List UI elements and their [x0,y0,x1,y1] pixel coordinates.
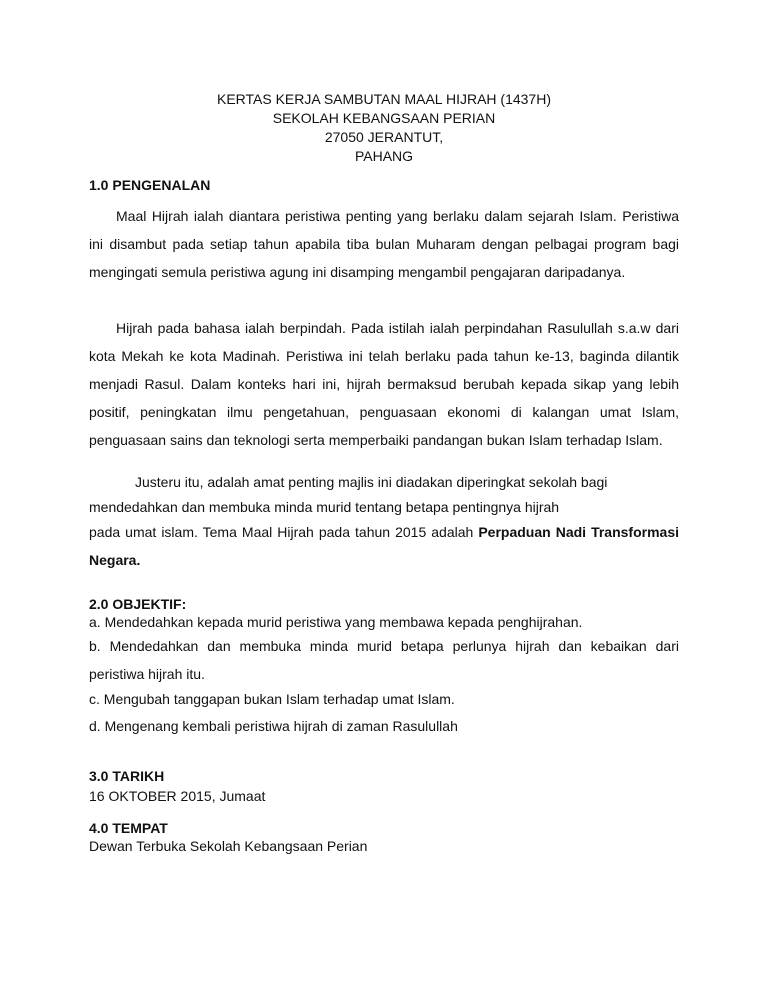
tempat-value: Dewan Terbuka Sekolah Kebangsaan Perian [89,838,368,854]
title-line-1: KERTAS KERJA SAMBUTAN MAAL HIJRAH (1437H) [216,91,551,107]
objective-a: a. Mendedahkan kepada murid peristiwa yang membawa kepada penghijrahan. [89,614,583,630]
document-title [0,90,768,166]
tarikh-value: 16 OKTOBER 2015, Jumaat [89,788,266,804]
paragraph-pengenalan-3-line-1 [89,472,679,492]
section-heading-tarikh: 3.0 TARIKH [89,768,165,784]
paragraph-pengenalan-3-line-2: mendedahkan dan membuka minda murid tentang betapa pentingnya hijrah [89,499,560,515]
paragraph-text: Maal Hijrah ialah diantara peristiwa penting yang berlaku dalam sejarah Islam. Peristiwa ini disambut pada setiap tahun apabila tiba bulan Muharam dengan pelbagai program bagi mengingati semula peristiwa agung ini disamping mengambil pengajaran daripadanya. [89,208,679,280]
section-heading-tempat: 4.0 TEMPAT [89,820,168,836]
objective-b: b. Mendedahkan dan membuka minda murid betapa perlunya hijrah dan kebaikan dari peristiwa hijrah itu. [89,638,679,682]
section-heading-pengenalan: 1.0 PENGENALAN [89,177,211,193]
title-line-3: 27050 JERANTUT, [324,129,444,145]
objective-c: c. Mengubah tanggapan bukan Islam terhadap umat Islam. [89,691,455,707]
paragraph-text: Hijrah pada bahasa ialah berpindah. Pada istilah ialah perpindahan Rasulullah s.a.w dari kota Mekah ke kota Madinah. Peristiwa ini telah berlaku pada tahun ke-13, baginda dilantik menjadi Rasul. Dalam konteks hari ini, hijrah bermaksud berubah kepada sikap yang lebih positif, peningkatan ilmu pengetahuan, penguasaan ekonomi di kalangan umat Islam, penguasaan sains dan teknologi serta memperbaiki pandangan bukan Islam terhadap Islam. [89,320,679,448]
paragraph-pengenalan-2 [89,314,679,454]
title-line-4: PAHANG [354,148,414,164]
title-line-2: SEKOLAH KEBANGSAAN PERIAN [272,110,496,126]
paragraph-text: Justeru itu, adalah amat penting majlis ini diadakan diperingkat sekolah bagi [135,474,608,490]
objective-d: d. Mengenang kembali peristiwa hijrah di zaman Rasulullah [89,718,458,734]
section-heading-objektif: 2.0 OBJEKTIF: [89,596,187,612]
theme-text: Perpaduan Nadi Transformasi Negara. [89,524,679,568]
paragraph-pengenalan-1 [89,202,679,286]
paragraph-pengenalan-3-line-3 [89,518,679,574]
paragraph-text: pada umat islam. Tema Maal Hijrah pada tahun 2015 adalah [89,524,474,540]
